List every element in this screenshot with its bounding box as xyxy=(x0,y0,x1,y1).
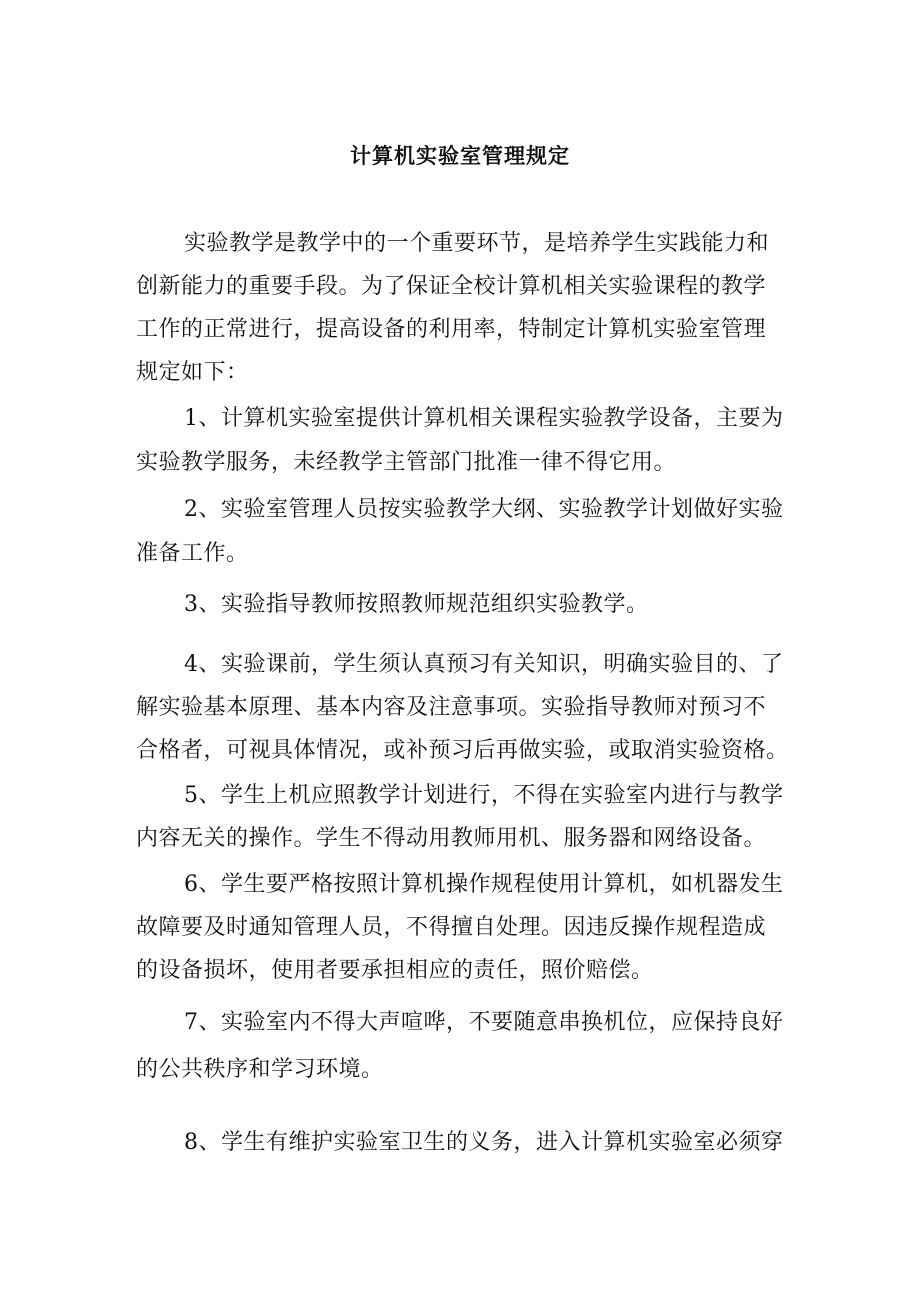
rule-4-line-1: 4、实验课前，学生须认真预习有关知识，明确实验目的、了 xyxy=(184,652,784,677)
rule-1-line-2: 实验教学服务，未经教学主管部门批准一律不得它用。 xyxy=(136,450,677,475)
rule-4-line-2: 解实验基本原理、基本内容及注意事项。实验指导教师对预习不 xyxy=(136,695,767,720)
intro-line-3: 工作的正常进行，提高设备的利用率，特制定计算机实验室管理 xyxy=(136,317,767,342)
intro-line-1: 实验教学是教学中的一个重要环节，是培养学生实践能力和 xyxy=(184,231,770,256)
rule-8-line-1: 8、学生有维护实验室卫生的义务，进入计算机实验室必须穿 xyxy=(184,1130,784,1155)
rule-6-line-2: 故障要及时通知管理人员，不得擅自处理。因违反操作规程造成 xyxy=(136,915,767,940)
rule-3-line-1: 3、实验指导教师按照教师规范组织实验教学。 xyxy=(184,592,649,617)
rule-7-line-1: 7、实验室内不得大声喧哗，不要随意串换机位，应保持良好 xyxy=(184,1010,784,1035)
rule-6-line-3: 的设备损坏，使用者要承担相应的责任，照价赔偿。 xyxy=(136,958,654,983)
rule-2-line-1: 2、实验室管理人员按实验教学大纲、实验教学计划做好实验 xyxy=(184,497,784,522)
rule-2-line-2: 准备工作。 xyxy=(136,541,249,566)
document-title: 计算机实验室管理规定 xyxy=(350,143,570,168)
rule-6-line-1: 6、学生要严格按照计算机操作规程使用计算机，如机器发生 xyxy=(184,872,784,897)
rule-5-line-1: 5、学生上机应照教学计划进行，不得在实验室内进行与教学 xyxy=(184,783,784,808)
rule-5-line-2: 内容无关的操作。学生不得动用教师用机、服务器和网络设备。 xyxy=(136,826,767,851)
rule-7-line-2: 的公共秩序和学习环境。 xyxy=(136,1057,384,1082)
rule-4-line-3: 合格者，可视具体情况，或补预习后再做实验，或取消实验资格。 xyxy=(136,738,789,763)
intro-line-4: 规定如下： xyxy=(136,360,249,385)
intro-line-2: 创新能力的重要手段。为了保证全校计算机相关实验课程的教学 xyxy=(136,274,767,299)
rule-1-line-1: 1、计算机实验室提供计算机相关课程实验教学设备，主要为 xyxy=(184,406,784,431)
